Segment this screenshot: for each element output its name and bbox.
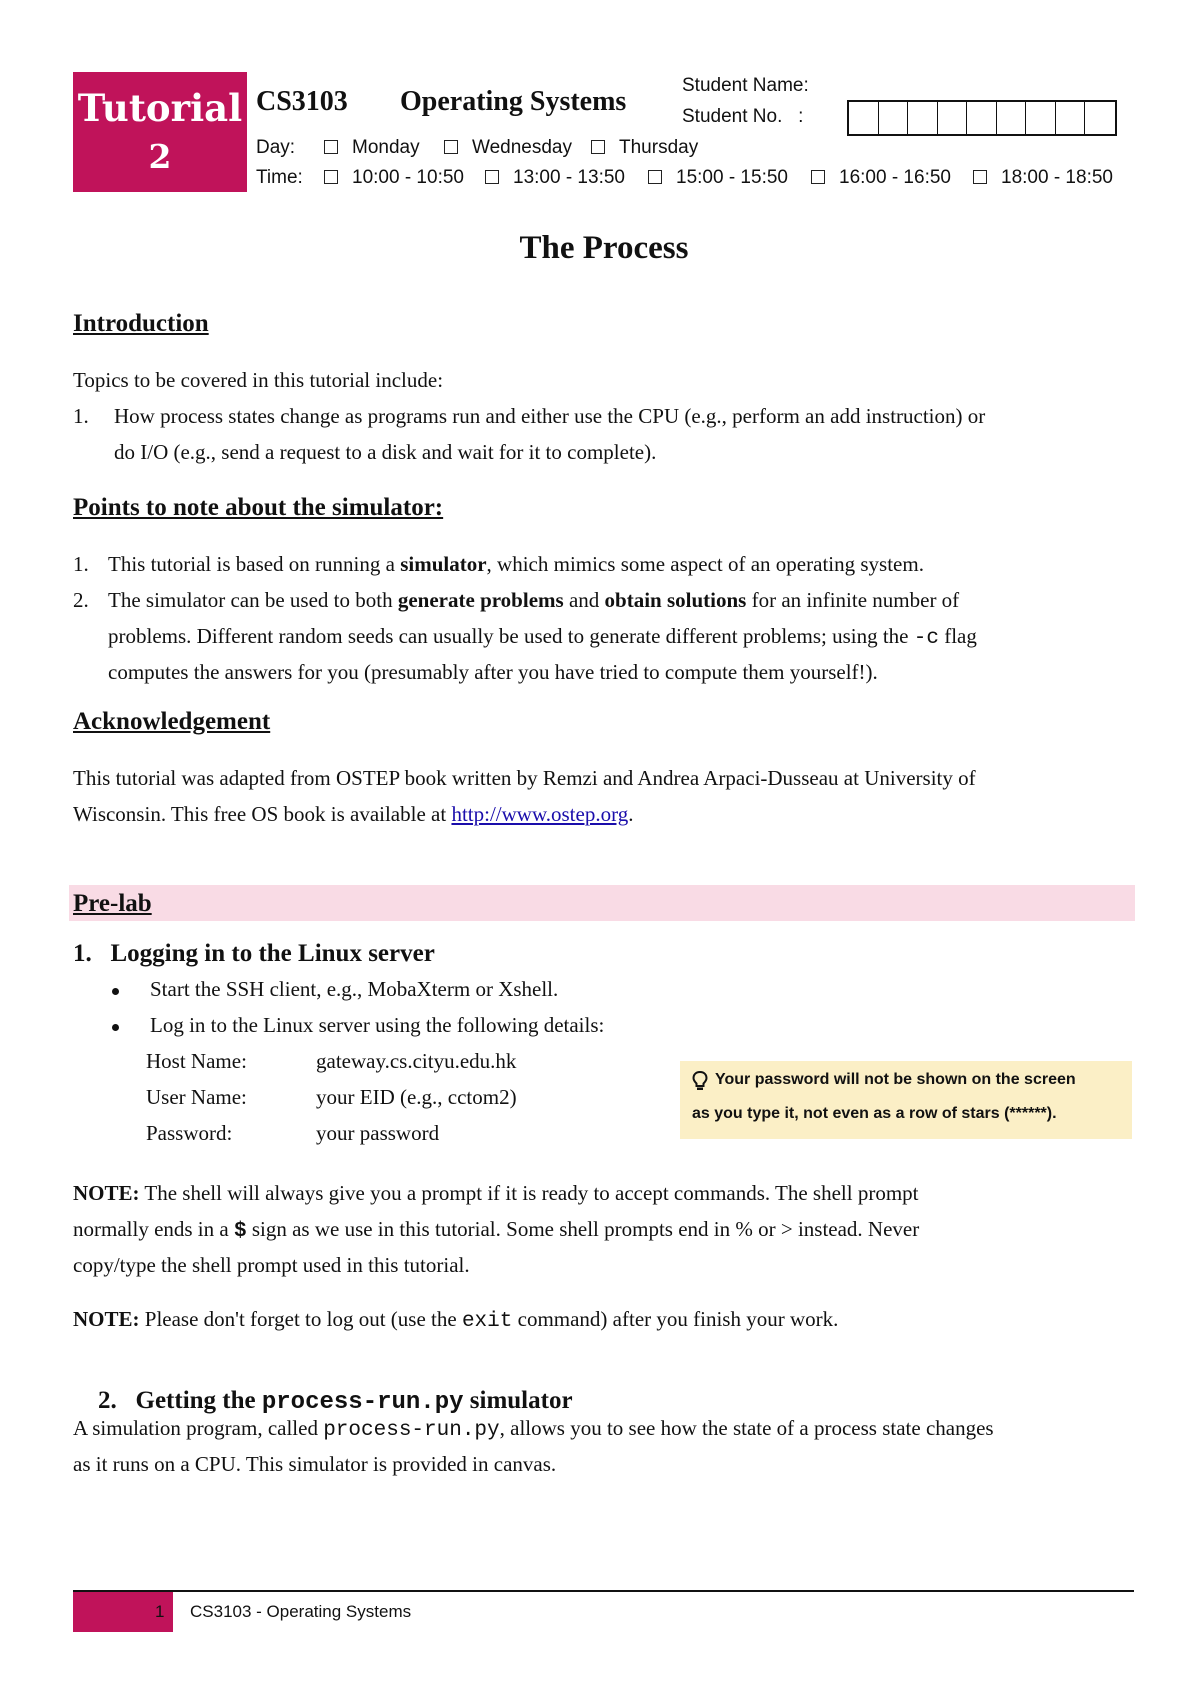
time-option-5[interactable]: 18:00 - 18:50 <box>973 167 1113 189</box>
time-option-1[interactable]: 10:00 - 10:50 <box>324 167 464 189</box>
student-name-label: Student Name: <box>682 75 809 96</box>
checkbox[interactable] <box>973 170 987 184</box>
intro-item-number: 1. <box>73 404 89 428</box>
prelab-heading: Pre-lab <box>73 890 152 917</box>
detail-value: gateway.cs.cityu.edu.hk <box>316 1049 517 1073</box>
detail-label: Host Name: <box>146 1049 247 1073</box>
student-number-boxes[interactable] <box>847 100 1117 136</box>
detail-value: your EID (e.g., cctom2) <box>316 1085 517 1109</box>
intro-item-line: do I/O (e.g., send a request to a disk and wait for it to complete). <box>114 440 657 464</box>
detail-label: Password: <box>146 1121 233 1145</box>
introduction-heading: Introduction <box>73 310 209 337</box>
document-title: The Process <box>519 230 689 266</box>
checkbox[interactable] <box>444 140 458 154</box>
bullet-icon <box>112 1024 119 1031</box>
note-item-line: computes the answers for you (presumably after you have tried to compute them yourself!). <box>108 660 878 684</box>
course-name: Operating Systems <box>400 86 627 117</box>
checkbox[interactable] <box>324 140 338 154</box>
time-option-4[interactable]: 16:00 - 16:50 <box>811 167 951 189</box>
note-line: copy/type the shell prompt used in this tutorial. <box>73 1253 470 1277</box>
checkbox[interactable] <box>324 170 338 184</box>
footer-text: CS3103 - Operating Systems <box>190 1602 412 1621</box>
acknowledgement-heading: Acknowledgement <box>73 708 271 735</box>
note-item-line: This tutorial is based on running a simulator, which mimics some aspect of an operating system. <box>108 552 924 576</box>
note-item-number: 1. <box>73 552 89 576</box>
day-option-thursday[interactable]: Thursday <box>591 137 698 159</box>
section-heading-getting-simulator: 2. Getting the process-run.py simulator <box>98 1387 573 1416</box>
day-option-monday[interactable]: Monday <box>324 137 420 159</box>
paragraph-line: A simulation program, called process-run.py, allows you to see how the state of a process state changes <box>73 1416 994 1442</box>
ostep-link[interactable]: http://www.ostep.org <box>451 802 629 826</box>
password-tip-box <box>680 1061 1132 1139</box>
note-line: NOTE: The shell will always give you a prompt if it is ready to accept commands. The shell prompt <box>73 1181 919 1205</box>
page-number: 1 <box>155 1602 165 1621</box>
tutorial-number: 2 <box>148 137 172 176</box>
checkbox[interactable] <box>591 140 605 154</box>
course-code: CS3103 <box>256 86 348 117</box>
inline-code: process-run.py <box>261 1389 464 1416</box>
footer-rule <box>73 1590 1134 1592</box>
inline-code: $ <box>233 1220 247 1243</box>
checkbox[interactable] <box>648 170 662 184</box>
detail-label: User Name: <box>146 1085 247 1109</box>
tip-line: Your password will not be shown on the screen <box>715 1071 1076 1088</box>
note-item-number: 2. <box>73 588 89 612</box>
day-option-wednesday[interactable]: Wednesday <box>444 137 572 159</box>
bullet-icon <box>112 988 119 995</box>
time-option-3[interactable]: 15:00 - 15:50 <box>648 167 788 189</box>
introduction-lead: Topics to be covered in this tutorial include: <box>73 368 444 392</box>
acknowledgement-line: This tutorial was adapted from OSTEP book written by Remzi and Andrea Arpaci-Dusseau at University of <box>73 766 976 790</box>
checkbox[interactable] <box>485 170 499 184</box>
note-line: NOTE: Please don't forget to log out (use the exit command) after you finish your work. <box>73 1307 839 1333</box>
inline-code: exit <box>461 1310 513 1333</box>
bullet-item: Log in to the Linux server using the following details: <box>150 1013 605 1037</box>
inline-code: process-run.py <box>323 1419 500 1442</box>
intro-item-line: How process states change as programs run and either use the CPU (e.g., perform an add instruction) or <box>114 404 986 428</box>
note-line: normally ends in a $ sign as we use in this tutorial. Some shell prompts end in % or > instead. Never <box>73 1217 920 1243</box>
tutorial-badge <box>73 72 247 192</box>
checkbox[interactable] <box>811 170 825 184</box>
bullet-item: Start the SSH client, e.g., MobaXterm or Xshell. <box>150 977 559 1001</box>
tutorial-word: Tutorial <box>77 86 243 130</box>
tip-line: as you type it, not even as a row of stars (******). <box>692 1105 1057 1122</box>
acknowledgement-line: Wisconsin. This free OS book is available at http://www.ostep.org. <box>73 802 634 826</box>
note-item-line: problems. Different random seeds can usually be used to generate different problems; using the -c flag <box>108 624 977 650</box>
note-item-line: The simulator can be used to both generate problems and obtain solutions for an infinite number of <box>108 588 960 612</box>
section-heading-logging-in: 1. Logging in to the Linux server <box>73 940 435 967</box>
paragraph-line: as it runs on a CPU. This simulator is provided in canvas. <box>73 1452 557 1476</box>
simulator-notes-heading: Points to note about the simulator: <box>73 494 444 521</box>
inline-code: -c <box>913 627 939 650</box>
time-label: Time: <box>256 167 303 188</box>
lightbulb-icon <box>692 1071 708 1091</box>
day-label: Day: <box>256 137 296 158</box>
detail-value: your password <box>316 1121 440 1145</box>
prelab-banner <box>69 885 1135 921</box>
time-option-2[interactable]: 13:00 - 13:50 <box>485 167 625 189</box>
student-no-label: Student No. : <box>682 106 804 127</box>
